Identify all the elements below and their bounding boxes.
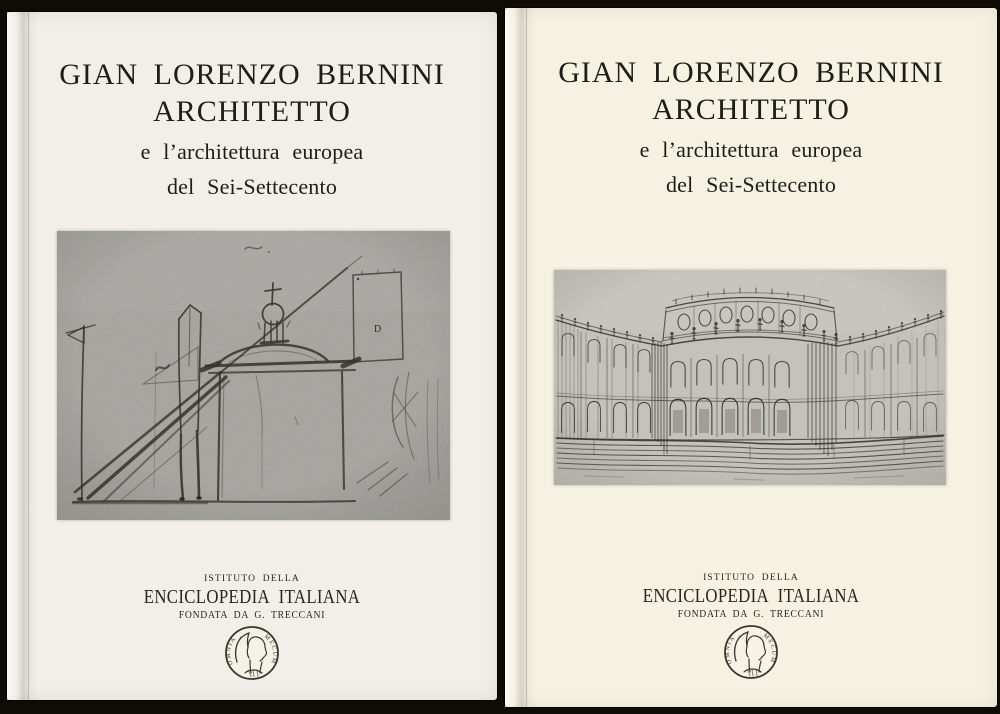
logo-motto-left: OMNIA	[724, 634, 738, 665]
baroque-curved-facade-engraving	[554, 270, 946, 485]
publisher-name: ENCICLOPEDIA ITALIANA	[143, 586, 361, 608]
logo-motto-right: MECUM	[761, 632, 777, 665]
book-subtitle-line2: del Sei-Settecento	[166, 174, 338, 199]
book-subtitle-line2: del Sei-Settecento	[665, 172, 837, 197]
publisher-block	[7, 573, 497, 681]
cover-plate-sketch	[57, 231, 450, 520]
book-title-line1: GIAN LORENZO BERNINI	[59, 58, 445, 91]
title-block	[7, 56, 497, 200]
book-subtitle-line1: e l’architettura europea	[140, 139, 364, 164]
logo-motto-right: MECUM	[262, 633, 278, 666]
title-block	[505, 54, 997, 198]
publisher-name: ENCICLOPEDIA ITALIANA	[642, 585, 860, 607]
book-cover-left	[7, 12, 497, 700]
book-subtitle-line1: e l’architettura europea	[639, 137, 863, 162]
logo-motto-left: OMNIA	[225, 635, 239, 666]
publisher-line3: FONDATA DA G. TRECCANI	[178, 610, 326, 621]
book-title-line2: ARCHITETTO	[652, 93, 850, 126]
cover-plate-engraving	[554, 270, 946, 485]
publisher-line1: ISTITUTO DELLA	[204, 574, 300, 584]
publisher-line3: FONDATA DA G. TRECCANI	[677, 609, 825, 620]
publisher-line1: ISTITUTO DELLA	[703, 573, 799, 583]
book-cover-right	[505, 8, 997, 707]
treccani-minerva-logo	[224, 625, 280, 681]
book-title-line1: GIAN LORENZO BERNINI	[558, 56, 944, 89]
bernini-domed-church-pen-sketch	[57, 231, 450, 520]
publisher-block	[505, 572, 997, 680]
minerva-medallion-icon	[723, 624, 779, 680]
treccani-minerva-logo	[723, 624, 779, 680]
book-title-line2: ARCHITETTO	[153, 95, 351, 128]
minerva-medallion-icon	[224, 625, 280, 681]
